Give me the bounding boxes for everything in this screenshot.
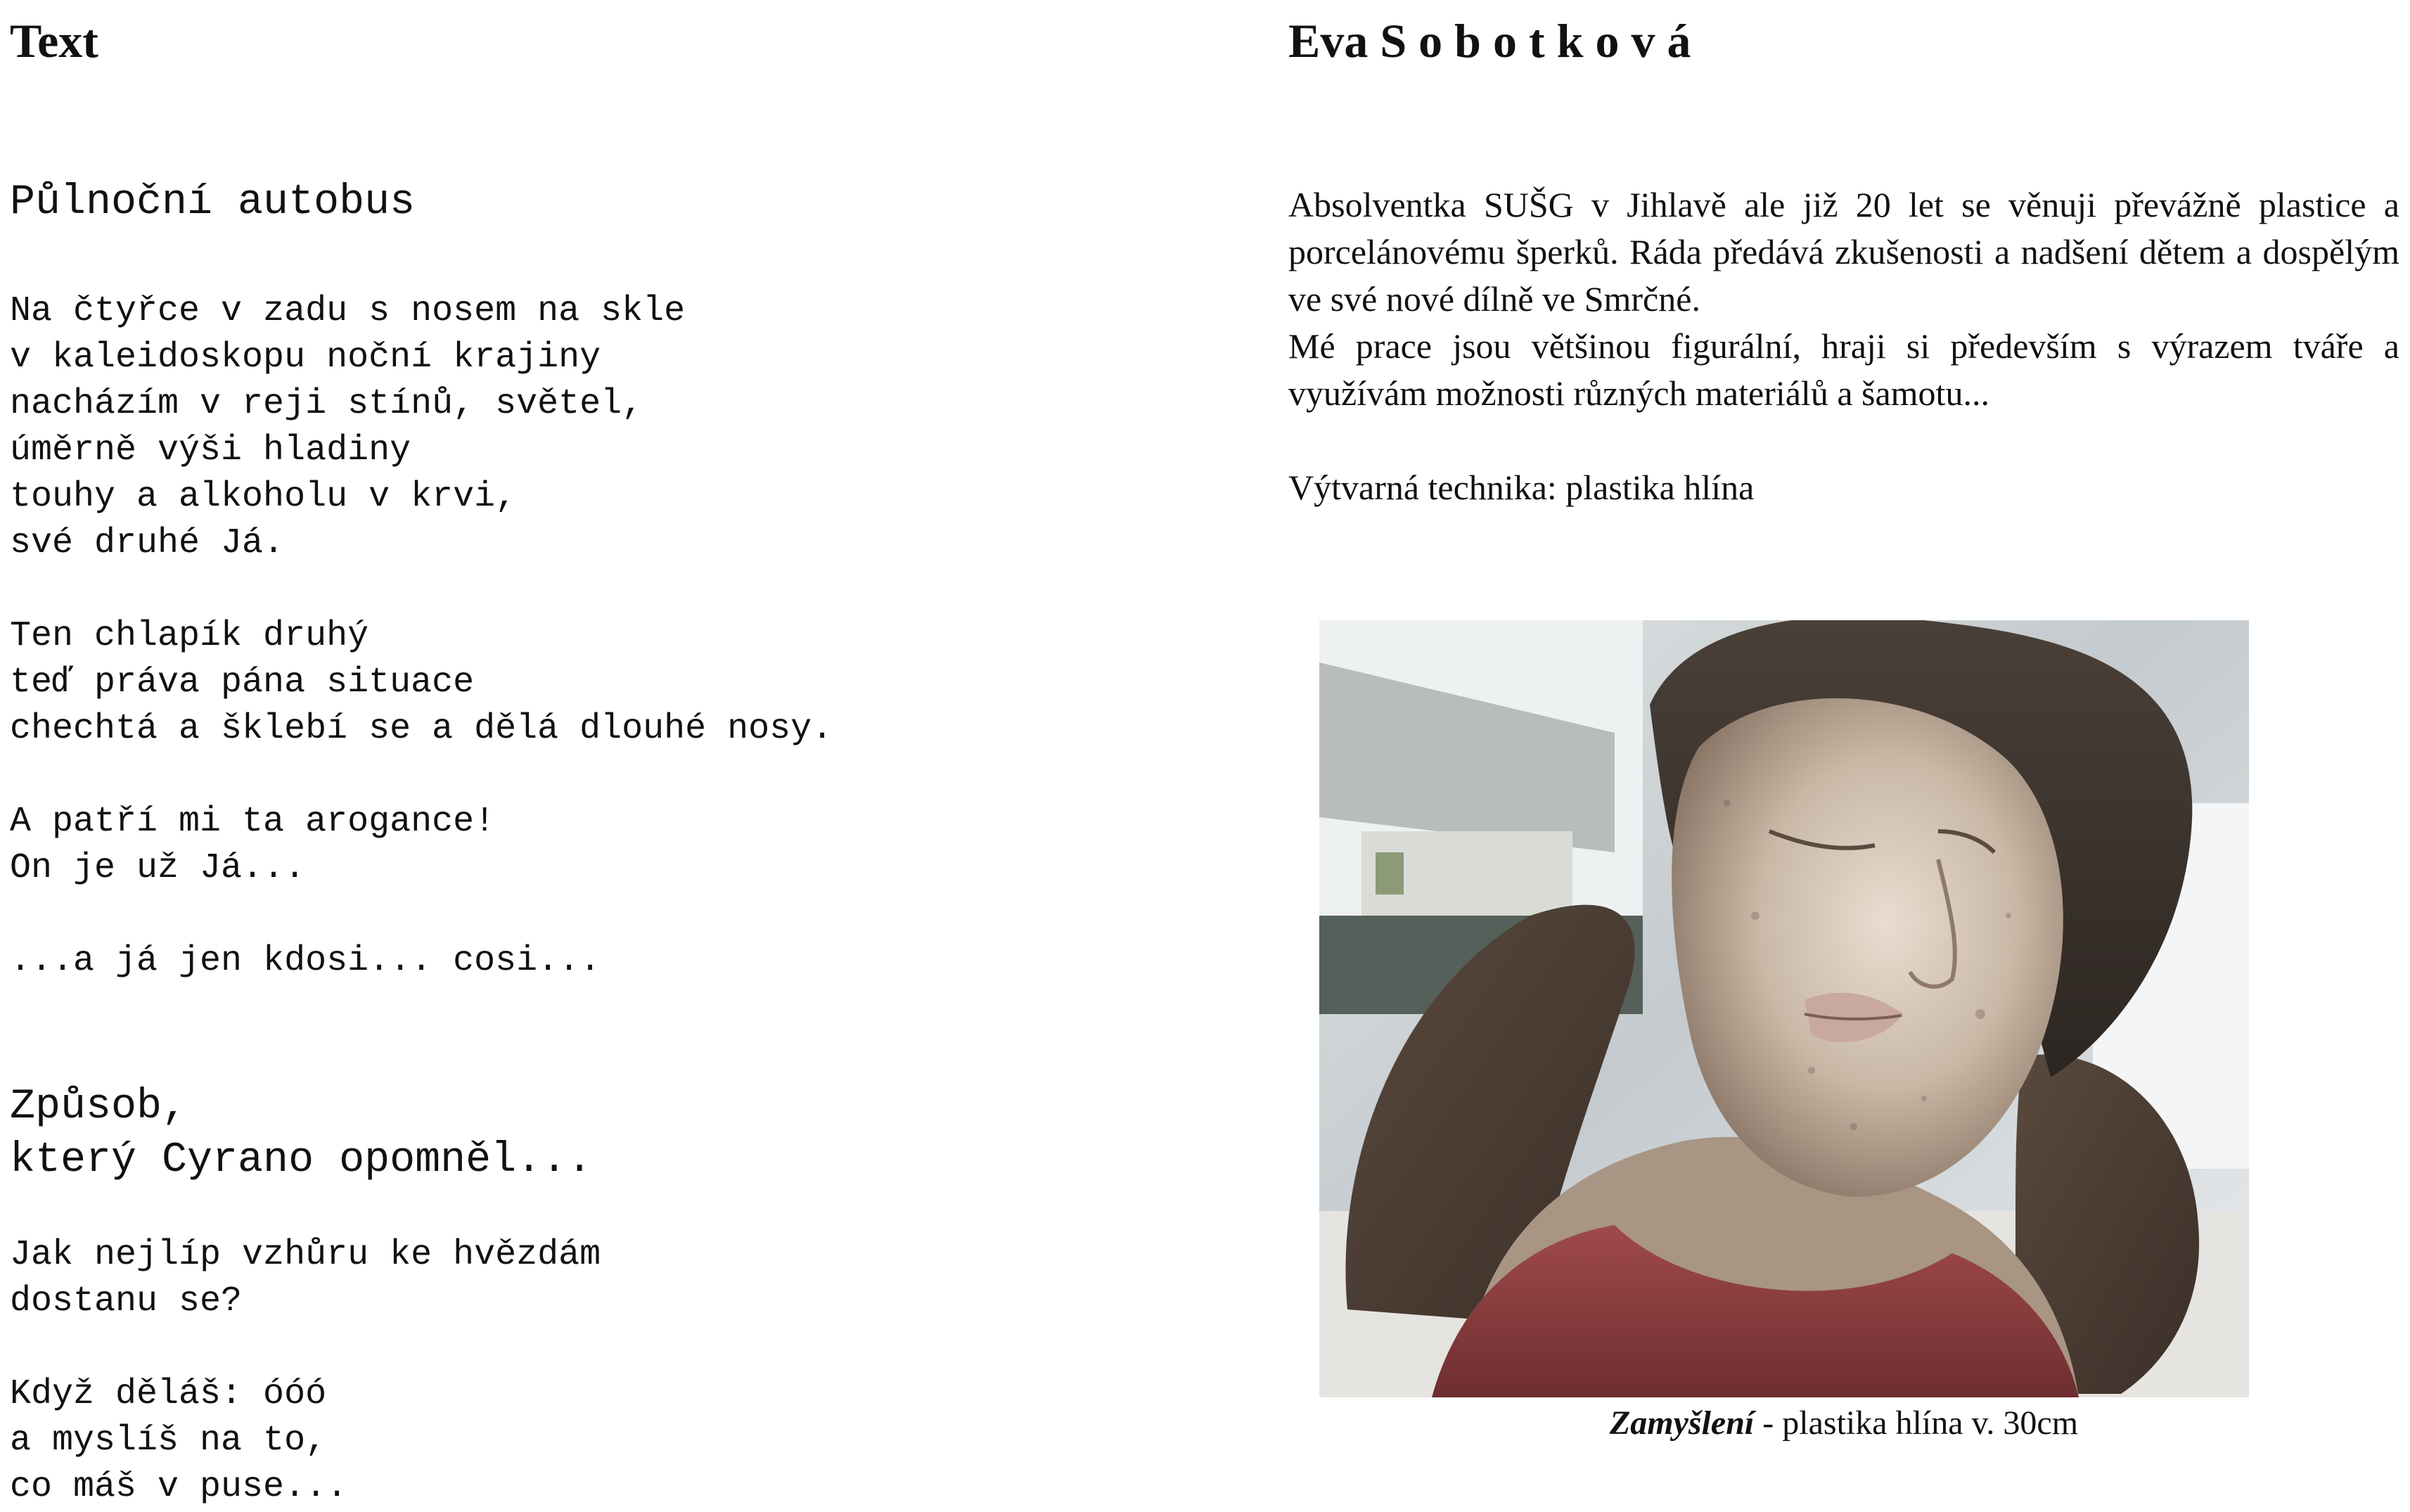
poem-title-zpusob: Způsob, který Cyrano opomněl... — [10, 1083, 593, 1184]
poem-stanza: Ten chlapík druhý teď práva pána situace chechtá a šklebí se a dělá dlouhé nosy. — [10, 616, 833, 749]
bio-paragraph: Absolventka SUŠG v Jihlavě ale již 20 let se věnuji převážně plastice a porcelánovému šperků. Ráda předává zkušenosti a nadšení dětem a dospělým ve své nové dílně ve Smrčné. — [1288, 185, 2399, 319]
section-heading-text: Text — [10, 14, 98, 68]
artist-name-heading — [1288, 14, 1703, 68]
poem-stanza: A patří mi ta arogance! On je už Já... — [10, 802, 496, 888]
poem-stanza: ...a já jen kdosi... cosi... — [10, 941, 601, 981]
artist-first-name: Eva — [1288, 14, 1369, 68]
artist-bio — [1288, 181, 2399, 417]
poem-stanza: Na čtyřce v zadu s nosem na skle v kaleidoskopu noční krajiny nacházím v reji stínů, světel, úměrně výši hladiny touhy a alkoholu v krvi, své druhé Já. — [10, 291, 686, 563]
caption-title: Zamyšlení — [1609, 1404, 1755, 1442]
sculpture-photo — [1319, 620, 2249, 1397]
photo-caption — [1288, 1402, 2399, 1444]
technique-line: Výtvarná technika: plastika hlína — [1288, 468, 1755, 507]
poem-title-pulnocni-autobus: Půlnoční autobus — [10, 179, 416, 226]
bio-paragraph: Mé prace jsou většinou figurální, hraji si především s výrazem tváře a využívám možnosti různých materiálů a šamotu... — [1288, 326, 2399, 413]
artist-last-name: Sobotková — [1380, 14, 1703, 68]
poem-stanza: Jak nejlíp vzhůru ke hvězdám dostanu se? — [10, 1235, 601, 1321]
poem-stanza: Když děláš: óóó a myslíš na to, co máš v puse... — [10, 1374, 348, 1507]
caption-details: - plastika hlína v. 30cm — [1754, 1404, 2079, 1442]
sculpture-image — [1319, 620, 2249, 1397]
